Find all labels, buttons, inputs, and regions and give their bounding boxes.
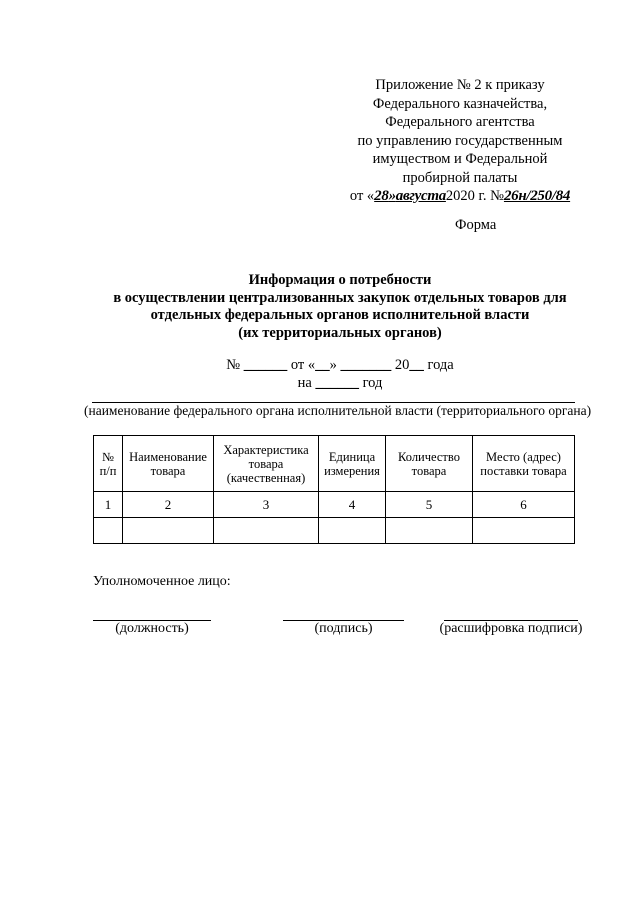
appendix-line: Федерального агентства: [385, 114, 535, 130]
decoding-caption: (расшифровка подписи): [439, 621, 583, 636]
order-number: 26н/250/84: [503, 188, 571, 204]
date-quote: »: [329, 357, 337, 373]
table-cell: 6: [473, 492, 575, 518]
period-word: год: [362, 375, 383, 391]
order-quote: »: [388, 188, 396, 204]
title-line: (их территориальных органов): [238, 324, 442, 341]
table-cell: 2: [123, 492, 214, 518]
number-blank: ______: [243, 357, 288, 373]
table-row: [94, 492, 575, 518]
date-prefix: от «: [290, 357, 316, 373]
table-cell: 3: [214, 492, 319, 518]
appendix-line: по управлению государственным: [357, 132, 563, 149]
appendix-block: [340, 76, 580, 206]
appendix-line: пробирной палаты: [402, 169, 518, 186]
title-line: в осуществлении централизованных закупок отдельных товаров для: [113, 289, 567, 306]
col-header-characteristic: Характеристика товара (качественная): [214, 436, 319, 492]
table-cell: [386, 518, 473, 544]
period-blank: ______: [315, 375, 359, 391]
month-blank: _______: [340, 357, 392, 373]
table-cell: 1: [94, 492, 123, 518]
order-day: 28: [374, 188, 389, 204]
authorized-person-label: Уполномоченное лицо:: [93, 574, 231, 589]
org-caption: (наименование федерального органа исполнительной власти (территориального органа): [84, 403, 592, 418]
table-row: [94, 518, 575, 544]
table-cell: [319, 518, 386, 544]
year-word: года: [427, 357, 454, 373]
appendix-line: Федерального казначейства,: [372, 95, 548, 112]
period-prefix: на: [297, 375, 312, 391]
appendix-line: Приложение № 2 к приказу: [375, 77, 545, 93]
signature-caption: (подпись): [314, 621, 373, 636]
table-cell: [94, 518, 123, 544]
needs-table: [93, 435, 575, 544]
table-cell: [473, 518, 575, 544]
position-caption: (должность): [115, 621, 189, 636]
number-date-row: [80, 356, 600, 374]
col-header-delivery: Место (адрес) поставки товара: [473, 436, 575, 492]
order-prefix: от «: [349, 188, 375, 204]
number-sign: №: [226, 357, 241, 373]
col-header-number: № п/п: [94, 436, 123, 492]
table-cell: 4: [319, 492, 386, 518]
year-prefix: 20: [394, 357, 410, 373]
table-cell: [214, 518, 319, 544]
col-header-quantity: Количество товара: [386, 436, 473, 492]
table-cell: [123, 518, 214, 544]
form-label: Форма: [455, 217, 497, 233]
table-header-row: [94, 436, 575, 492]
document-title: [60, 272, 620, 342]
title-line: Информация о потребности: [248, 272, 432, 288]
document-number-line: [80, 356, 600, 392]
period-row: [80, 374, 600, 392]
table-cell: 5: [386, 492, 473, 518]
day-blank: __: [315, 357, 330, 373]
order-month: августа: [395, 188, 446, 204]
order-year: 2020 г. №: [445, 188, 504, 204]
year-blank: __: [409, 357, 424, 373]
order-reference: [340, 187, 580, 206]
col-header-name: Наименование товара: [123, 436, 214, 492]
col-header-unit: Единица измерения: [319, 436, 386, 492]
appendix-line: имуществом и Федеральной: [372, 151, 548, 167]
title-line: отдельных федеральных органов исполнительной власти: [150, 307, 530, 323]
